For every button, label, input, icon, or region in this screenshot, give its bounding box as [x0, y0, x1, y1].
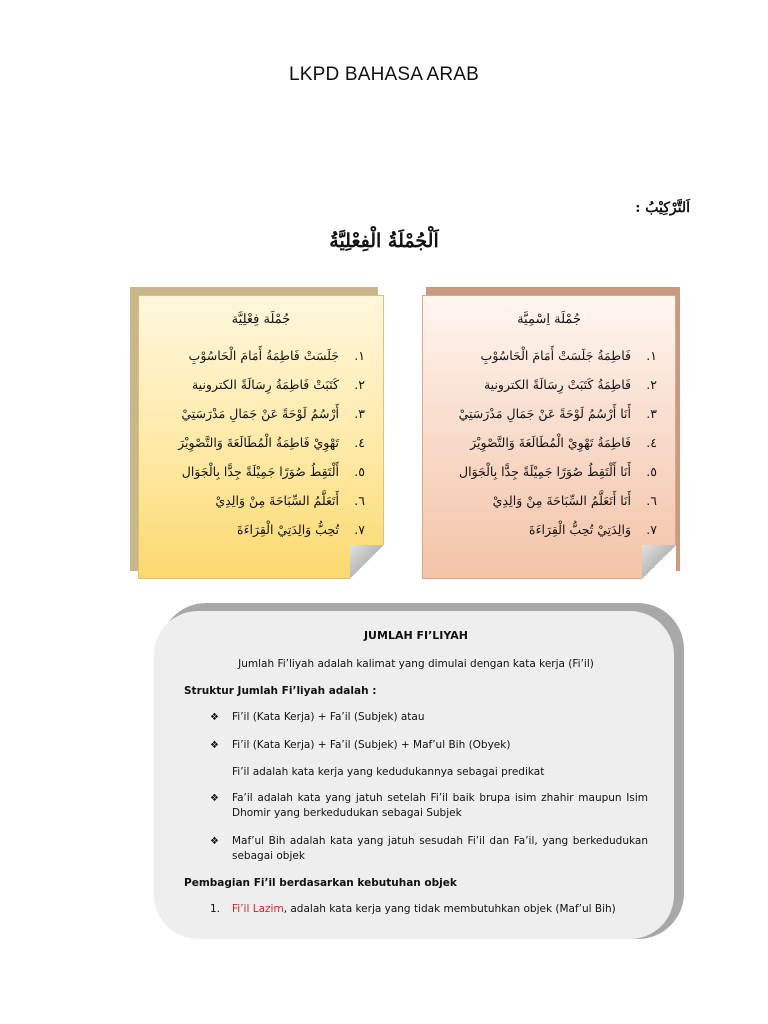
division-label: Pembagian Fi’il berdasarkan kebutuhan objek — [184, 877, 457, 889]
item-number: ١. — [354, 348, 365, 363]
list-item — [157, 370, 365, 399]
fiil-lazim-term: Fi’il Lazim — [232, 903, 284, 915]
item-text: أَلْتَقِطُ صُوَرًا جَمِيْلَةً جِدًّا بِالْجَوَال — [181, 464, 339, 479]
card-jumlah-ismiyyah — [422, 295, 676, 579]
bullet-text: Fi’il (Kata Kerja) + Fa’il (Subjek) + Maf’ul Bih (Obyek) — [232, 739, 511, 751]
card-jumlah-filiyah — [138, 295, 384, 579]
tarkib-label: اَلتَّرْكِيْبُ : — [635, 200, 690, 216]
list-item — [441, 486, 657, 515]
bullet-item — [210, 710, 648, 725]
list-item — [157, 341, 365, 370]
document-title: LKPD BAHASA ARAB — [288, 64, 480, 85]
page-fold-corner — [350, 545, 384, 579]
item-number: ٢. — [646, 377, 657, 392]
item-text: أَنَا أَرْسُمُ لَوْحَةً عَنْ جَمَالِ مَدْرَسَتِيْ — [458, 406, 631, 421]
bullet-text: Maf’ul Bih adalah kata yang jatuh sesudah Fi’il dan Fa’il, yang berkedudukan sebagai objek — [232, 835, 648, 862]
item-number: ٥. — [354, 464, 365, 479]
list-item — [441, 370, 657, 399]
list-item — [441, 515, 657, 544]
bullet-item — [210, 738, 648, 753]
item-number: ٦. — [646, 493, 657, 508]
item-text: أَنَا أَلْتَقِطُ صُوَرًا جَمِيْلَةً جِدًّا بِالْجَوَال — [459, 464, 631, 479]
page-fold-corner — [642, 545, 676, 579]
diamond-bullet-icon: ❖ — [210, 793, 219, 804]
item-number: ٣. — [646, 406, 657, 421]
list-item — [157, 399, 365, 428]
item-number: ٦. — [354, 493, 365, 508]
item-text: أَتَعَلَّمُ السِّبَاحَةَ مِنْ وَالِدِيْ — [215, 493, 339, 508]
fiil-definition: Fi’il adalah kata kerja yang kedudukannya sebagai predikat — [232, 766, 545, 778]
item-number: ٧. — [646, 522, 657, 537]
item-number: ٥. — [646, 464, 657, 479]
diamond-bullet-icon: ❖ — [210, 712, 219, 723]
item-text: فَاطِمَةُ جَلَسَتْ أَمَامَ الْحَاسُوْبِ — [480, 348, 631, 363]
sentence-list — [157, 341, 365, 544]
item-number: ٢. — [354, 377, 365, 392]
item-number: ٤. — [354, 435, 365, 450]
item-number: ٤. — [646, 435, 657, 450]
item-number: ١. — [646, 348, 657, 363]
info-box — [154, 611, 674, 939]
info-intro: Jumlah Fi’liyah adalah kalimat yang dimulai dengan kata kerja (Fi’il) — [238, 658, 594, 670]
item-text: كَتَبَتْ فَاطِمَةُ رِسَالَةً الكترونية — [191, 377, 339, 392]
item-description: , adalah kata kerja yang tidak membutuhkan objek (Maf’ul Bih) — [283, 903, 616, 915]
bullet-text: Fa’il adalah kata yang jatuh setelah Fi’il baik brupa isim zhahir maupun Isim Dhomir yang berkedudukan sebagai Subjek — [232, 792, 648, 819]
card-title: جُمْلَة فِعْلِيَّة — [231, 312, 291, 327]
list-item — [441, 399, 657, 428]
numbered-item — [210, 903, 648, 915]
list-item — [157, 428, 365, 457]
item-text: جَلَسَتْ فَاطِمَةُ أَمَامَ الْحَاسُوْبِ — [188, 348, 339, 363]
item-number: ٧. — [354, 522, 365, 537]
item-text: تَهْوِيْ فَاطِمَةُ الْمُطَالَعَةَ وَالتَّصْوِيْرَ — [178, 435, 339, 450]
item-text: تُحِبُّ وَالِدَتِيْ الْقِرَاءَةَ — [237, 522, 339, 537]
list-item — [441, 457, 657, 486]
list-item — [157, 515, 365, 544]
item-text: فَاطِمَةُ تَهْوِيْ الْمُطَالَعَةَ وَالتَّصْوِيْرَ — [470, 435, 631, 450]
item-text: أَنَا أَتَعَلَّمُ السِّبَاحَةَ مِنْ وَالِدِيْ — [492, 493, 631, 508]
bullet-item — [210, 791, 648, 821]
structure-label: Struktur Jumlah Fi’liyah adalah : — [184, 685, 377, 697]
list-item — [441, 428, 657, 457]
bullet-item — [210, 834, 648, 864]
diamond-bullet-icon: ❖ — [210, 836, 219, 847]
list-item — [441, 341, 657, 370]
item-text: أَرْسُمُ لَوْحَةً عَنْ جَمَالِ مَدْرَسَتِيْ — [181, 406, 339, 421]
card-title: جُمْلَة اِسْمِيَّة — [517, 312, 581, 327]
item-number: ٣. — [354, 406, 365, 421]
item-text: وَالِدَتِيْ تُحِبُّ الْقِرَاءَةَ — [529, 522, 631, 537]
item-text — [232, 903, 616, 915]
info-heading: JUMLAH FI’LIYAH — [363, 629, 469, 642]
list-item — [157, 457, 365, 486]
list-item — [157, 486, 365, 515]
item-number: 1. — [210, 903, 221, 915]
item-text: فَاطِمَةُ كَتَبَتْ رِسَالَةً الكترونية — [483, 377, 631, 392]
sentence-list — [441, 341, 657, 544]
bullet-text: Fi’il (Kata Kerja) + Fa’il (Subjek) atau — [232, 711, 425, 723]
section-heading: اَلْجُمْلَةُ الْفِعْلِيَّةُ — [329, 230, 439, 252]
diamond-bullet-icon: ❖ — [210, 740, 219, 751]
